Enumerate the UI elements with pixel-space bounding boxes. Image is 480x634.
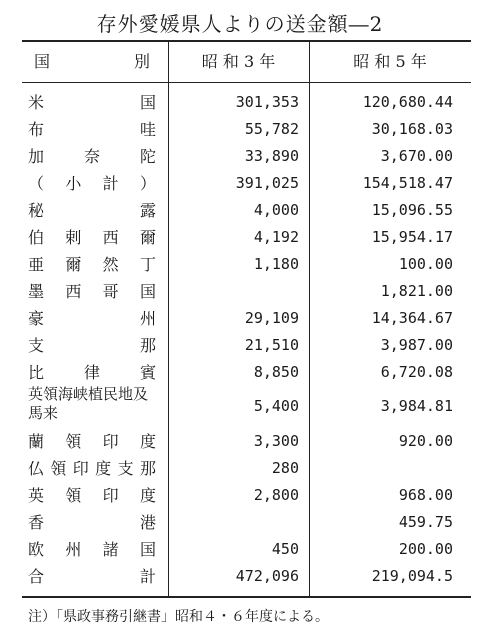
value-showa5: 154,518.47 xyxy=(362,173,453,192)
country-name-char: 計 xyxy=(102,174,119,193)
country-name-char: 印 xyxy=(102,432,119,451)
country-name-char: 露 xyxy=(139,201,156,220)
country-name-char: 度 xyxy=(139,432,156,451)
header-showa3: 昭 和 3 年 xyxy=(201,52,276,71)
country-name xyxy=(28,454,156,481)
value-showa3: 2,800 xyxy=(253,485,299,504)
table-row xyxy=(22,535,471,562)
country-name-char: 領 xyxy=(65,486,82,505)
country-name-char: 米 xyxy=(28,93,45,112)
value-showa3: 1,180 xyxy=(253,254,299,273)
country-name-char: 港 xyxy=(139,513,156,532)
value-showa3: 55,782 xyxy=(244,119,299,138)
country-name-char: 計 xyxy=(139,567,156,586)
country-name-char: 西 xyxy=(65,282,82,301)
country-name-char: 香 xyxy=(28,513,45,532)
country-name-char: 支 xyxy=(28,336,45,355)
value-showa3: 29,109 xyxy=(244,308,299,327)
value-showa3: 21,510 xyxy=(244,335,299,354)
header-country xyxy=(34,42,158,82)
country-name-char: 奈 xyxy=(83,147,100,166)
header-country-char: 別 xyxy=(133,52,150,71)
table-row xyxy=(22,277,471,304)
table-row xyxy=(22,196,471,223)
country-name-char: 国 xyxy=(139,540,156,559)
header-divider xyxy=(22,82,471,83)
table-row xyxy=(22,358,471,385)
value-showa3: 4,000 xyxy=(253,200,299,219)
country-name-char: 爾 xyxy=(65,255,82,274)
value-showa5: 459.75 xyxy=(398,512,453,531)
country-name-char: 加 xyxy=(28,147,45,166)
table-row xyxy=(22,508,471,535)
country-name-char: 度 xyxy=(95,459,112,478)
country-name-char: 領 xyxy=(50,459,67,478)
country-name-char: 剌 xyxy=(65,228,82,247)
value-showa3: 391,025 xyxy=(235,173,299,192)
table-row xyxy=(22,169,471,196)
country-name-char: 丁 xyxy=(139,255,156,274)
header-country-char: 国 xyxy=(34,52,51,71)
country-name xyxy=(28,223,156,250)
country-name xyxy=(28,196,156,223)
value-showa5: 219,094.5 xyxy=(371,566,453,585)
country-name-char: 那 xyxy=(139,336,156,355)
country-name xyxy=(28,385,156,427)
value-showa5 xyxy=(309,454,453,481)
table-header xyxy=(22,42,471,82)
country-name-char: 諸 xyxy=(102,540,119,559)
country-name xyxy=(28,535,156,562)
table-row xyxy=(22,454,471,481)
remittance-table xyxy=(22,40,471,598)
country-name xyxy=(28,562,156,589)
table-row xyxy=(22,223,471,250)
value-showa3: 3,300 xyxy=(253,431,299,450)
country-name-char: 領 xyxy=(65,432,82,451)
country-name-char: 比 xyxy=(28,363,45,382)
country-name xyxy=(28,331,156,358)
country-name-char: 那 xyxy=(139,459,156,478)
value-showa5: 920.00 xyxy=(398,431,453,450)
country-name-char: 西 xyxy=(102,228,119,247)
value-showa3: 280 xyxy=(271,458,299,477)
country-name xyxy=(28,169,156,196)
country-name-char: 州 xyxy=(139,309,156,328)
country-name-char: （ xyxy=(28,174,45,193)
country-name-char: 蘭 xyxy=(28,432,45,451)
country-name-char: 仏 xyxy=(28,459,45,478)
value-showa5: 14,364.67 xyxy=(371,308,453,327)
value-showa5: 3,670.00 xyxy=(380,146,453,165)
value-showa3: 472,096 xyxy=(235,566,299,585)
table-row xyxy=(22,304,471,331)
country-name-text: 英領海峡植民地及馬来 xyxy=(28,385,149,422)
country-name-char: 印 xyxy=(72,459,89,478)
country-name-char: 伯 xyxy=(28,228,45,247)
country-name-char: ） xyxy=(139,174,156,193)
country-name xyxy=(28,304,156,331)
country-name-char: 合 xyxy=(28,567,45,586)
footnote: 注）「県政事務引継書」昭和４・６年度による。 xyxy=(28,609,329,625)
table-row xyxy=(22,88,471,115)
country-name-char: 陀 xyxy=(139,147,156,166)
value-showa3: 8,850 xyxy=(253,362,299,381)
country-name xyxy=(28,481,156,508)
country-name-char: 支 xyxy=(117,459,134,478)
value-showa5: 15,096.55 xyxy=(371,200,453,219)
value-showa5: 120,680.44 xyxy=(362,92,453,111)
table-row xyxy=(22,562,471,589)
table-body xyxy=(22,88,471,589)
country-name-char: 豪 xyxy=(28,309,45,328)
value-showa3: 5,400 xyxy=(253,397,299,415)
value-showa3 xyxy=(168,277,299,304)
country-name xyxy=(28,250,156,277)
table-row xyxy=(22,142,471,169)
country-name-char: 賓 xyxy=(139,363,156,382)
country-name-char: 哇 xyxy=(139,120,156,139)
page-title: 存外愛媛県人よりの送金額―2 xyxy=(96,12,384,36)
value-showa5: 30,168.03 xyxy=(371,119,453,138)
country-name xyxy=(28,277,156,304)
country-name-char: 墨 xyxy=(28,282,45,301)
value-showa3: 4,192 xyxy=(253,227,299,246)
country-name xyxy=(28,88,156,115)
country-name xyxy=(28,142,156,169)
country-name-char: 小 xyxy=(65,174,82,193)
country-name-char: 哥 xyxy=(102,282,119,301)
country-name-char: 秘 xyxy=(28,201,45,220)
table-row xyxy=(22,481,471,508)
value-showa5: 200.00 xyxy=(398,539,453,558)
country-name-char: 国 xyxy=(139,282,156,301)
table-row xyxy=(22,385,471,427)
country-name-char: 度 xyxy=(139,486,156,505)
header-showa5: 昭 和 5 年 xyxy=(353,52,427,71)
country-name xyxy=(28,508,156,535)
country-name-char: 国 xyxy=(139,93,156,112)
table-row xyxy=(22,115,471,142)
table-row xyxy=(22,250,471,277)
value-showa5: 15,954.17 xyxy=(371,227,453,246)
country-name-char: 布 xyxy=(28,120,45,139)
table-row xyxy=(22,331,471,358)
table-row xyxy=(22,427,471,454)
country-name-char: 印 xyxy=(102,486,119,505)
value-showa5: 968.00 xyxy=(398,485,453,504)
country-name xyxy=(28,427,156,454)
value-showa5: 1,821.00 xyxy=(380,281,453,300)
country-name-char: 爾 xyxy=(139,228,156,247)
country-name xyxy=(28,358,156,385)
value-showa5: 3,984.81 xyxy=(380,397,453,415)
country-name-char: 亜 xyxy=(28,255,45,274)
country-name-char: 欧 xyxy=(28,540,45,559)
country-name-char: 州 xyxy=(65,540,82,559)
value-showa3: 301,353 xyxy=(235,92,299,111)
value-showa5: 3,987.00 xyxy=(380,335,453,354)
value-showa3 xyxy=(168,508,299,535)
country-name-char: 律 xyxy=(83,363,100,382)
value-showa5: 6,720.08 xyxy=(380,362,453,381)
value-showa3: 450 xyxy=(271,539,299,558)
country-name-char: 然 xyxy=(102,255,119,274)
country-name-char: 英 xyxy=(28,486,45,505)
value-showa5: 100.00 xyxy=(398,254,453,273)
value-showa3: 33,890 xyxy=(244,146,299,165)
country-name xyxy=(28,115,156,142)
